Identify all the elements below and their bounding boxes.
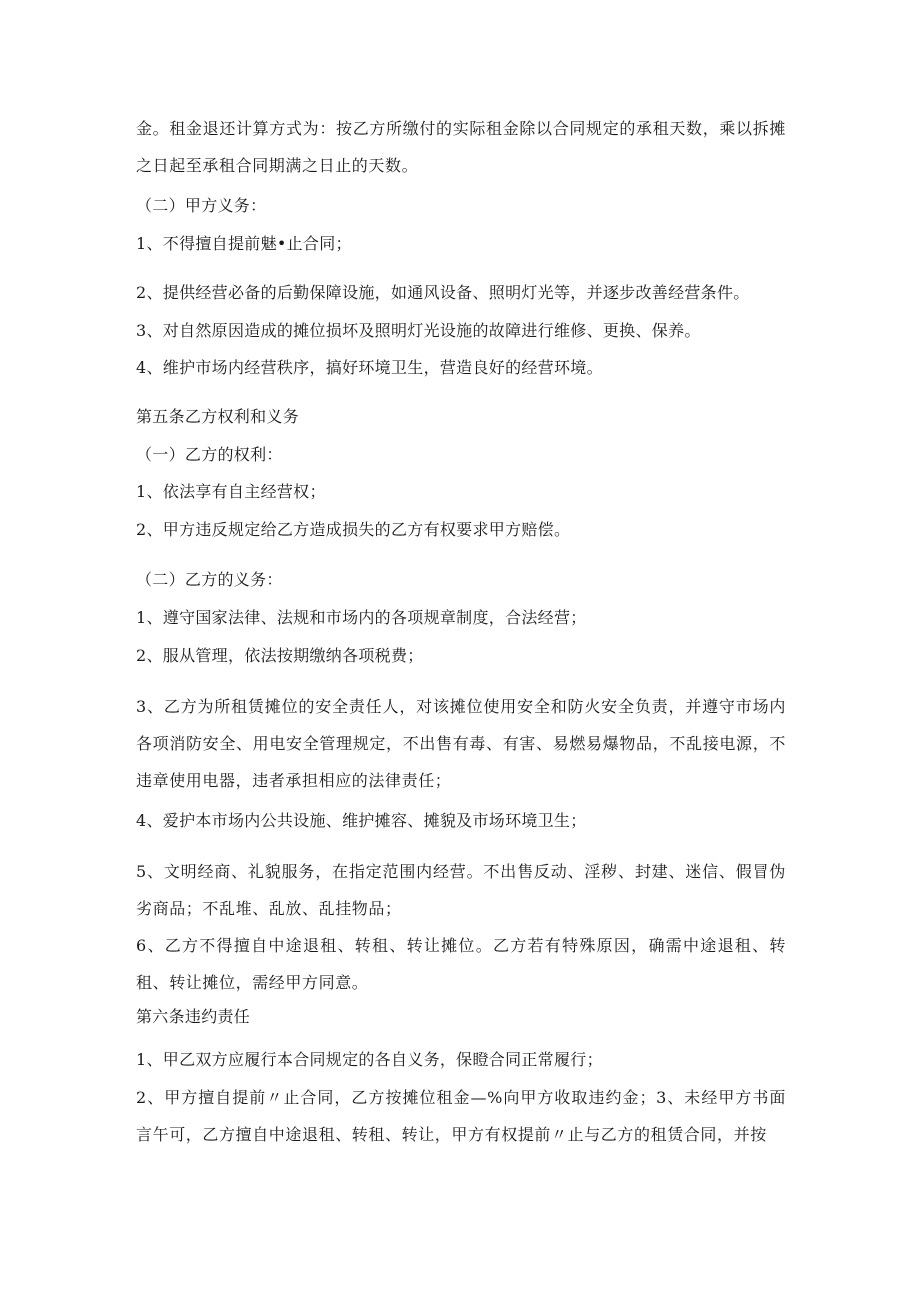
- paragraph-a-obligation-1: 1、不得擅自提前魅•止合同；: [136, 234, 352, 253]
- paragraph-breach-1: 1、甲乙双方应履行本合同规定的各自义务，保瞪合同正常履行；: [136, 1050, 603, 1069]
- heading-party-a-obligations: （二）甲方义务：: [136, 196, 267, 215]
- article-5-heading: 第五条乙方权利和义务: [136, 407, 300, 426]
- paragraph-b-obligation-4: 4、爱护本市场内公共设施、维护摊容、摊貌及市场环境卫生；: [136, 811, 587, 830]
- paragraph-rent-refund: 金。租金退还计算方式为：按乙方所缴付的实际租金除以合同规定的承租天数，乘以拆摊之日起至承租合同期满之日止的天数。: [136, 119, 786, 175]
- paragraph-b-obligation-6: 6、乙方不得擅自中途退租、转租、转让摊位。乙方若有特殊原因，确需中途退租、转租、转让摊位，需经甲方同意。: [136, 936, 786, 992]
- paragraph-b-obligation-3: 3、乙方为所租赁摊位的安全责任人，对该摊位使用安全和防火安全负责，并遵守市场内各项消防安全、用电安全管理规定，不出售有毒、有害、易燃易爆物品，不乱接电源，不违章使用电器，违者承担相应的法律责任；: [136, 697, 786, 790]
- paragraph-b-obligation-2: 2、服从管理，依法按期缴纳各项税费；: [136, 646, 424, 665]
- heading-party-b-rights: （一）乙方的权利：: [136, 445, 283, 464]
- paragraph-breach-2-3: 2、甲方擅自提前〃止合同，乙方按摊位租金—%向甲方收取违约金；3、未经甲方书面言午可，乙方擅自中途退租、转租、转让，甲方有权提前〃止与乙方的租赁合同，并按: [136, 1088, 786, 1144]
- paragraph-b-obligation-1: 1、遵守国家法律、法规和市场内的各项规章制度，合法经营；: [136, 608, 587, 627]
- paragraph-b-right-1: 1、依法享有自主经营权；: [136, 482, 326, 501]
- heading-party-b-obligations: （二）乙方的义务：: [136, 570, 283, 589]
- article-6-heading: 第六条违约责任: [136, 1007, 251, 1026]
- paragraph-a-obligation-3: 3、对自然原因造成的摊位损坏及照明灯光设施的故障进行维修、更换、保养。: [136, 321, 701, 340]
- paragraph-b-right-2: 2、甲方违反规定给乙方造成损失的乙方有权要求甲方赔偿。: [136, 520, 571, 539]
- paragraph-b-obligation-5: 5、文明经商、礼貌服务，在指定范围内经营。不出售反动、淫秽、封建、迷信、假冒伪劣商品；不乱堆、乱放、乱挂物品；: [136, 862, 786, 918]
- paragraph-a-obligation-2: 2、提供经营必备的后勤保障设施，如通风设备、照明灯光等，并逐步改善经营条件。: [136, 283, 750, 302]
- paragraph-a-obligation-4: 4、维护市场内经营秩序，搞好环境卫生，营造良好的经营环境。: [136, 358, 603, 377]
